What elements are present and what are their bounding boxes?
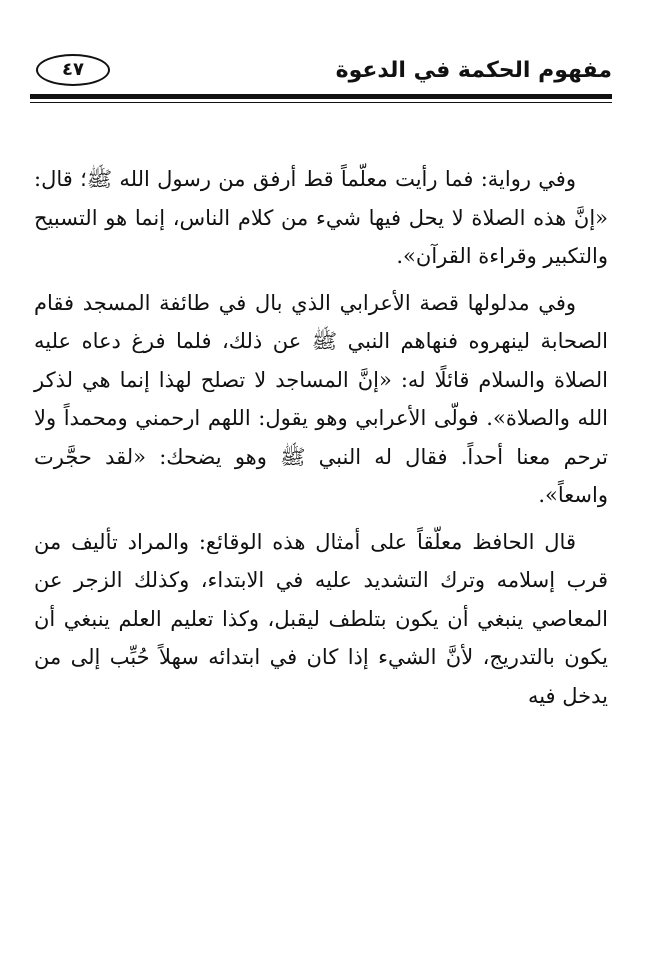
- page-header: [30, 50, 612, 92]
- header-rule-thin: [30, 102, 612, 103]
- paragraph: وفي مدلولها قصة الأعرابي الذي بال في طائفة المسجد فقام الصحابة لينهروه فنهاهم النبي ﷺ عن ذلك، فلما فرغ دعاه عليه الصلاة والسلام قائلًا له: «إنَّ المساجد لا تصلح لهذا إنما هي لذكر الله والصلاة». فولّى الأعرابي وهو يقول: اللهم ارحمني ومحمداً ولا ترحم معنا أحداً. فقال له النبي ﷺ وهو يضحك: «لقد حجَّرت واسعاً».: [34, 290, 608, 507]
- paragraph: قال الحافظ معلّقاً على أمثال هذه الوقائع: والمراد تأليف من قرب إسلامه وترك التشديد عليه في الابتداء، وكذلك الزجر عن المعاصي ينبغي أن يكون بتلطف ليقبل، وكذا تعليم العلم ينبغي أن يكون بالتدريج، لأنَّ الشيء إذا كان في ابتدائه سهلاً حُبِّب إلى من يدخل فيه: [34, 529, 608, 708]
- page-number: ٤٧: [36, 54, 110, 86]
- page-body: [34, 160, 608, 723]
- paragraph: وفي رواية: فما رأيت معلّماً قط أرفق من رسول الله ﷺ؛ قال: «إنَّ هذه الصلاة لا يحل فيها شيء من كلام الناس، إنما هو التسبيح والتكبير وقراءة القرآن».: [34, 167, 608, 268]
- header-rule-thick: [30, 94, 612, 99]
- running-title: مفهوم الحكمة في الدعوة: [335, 58, 612, 83]
